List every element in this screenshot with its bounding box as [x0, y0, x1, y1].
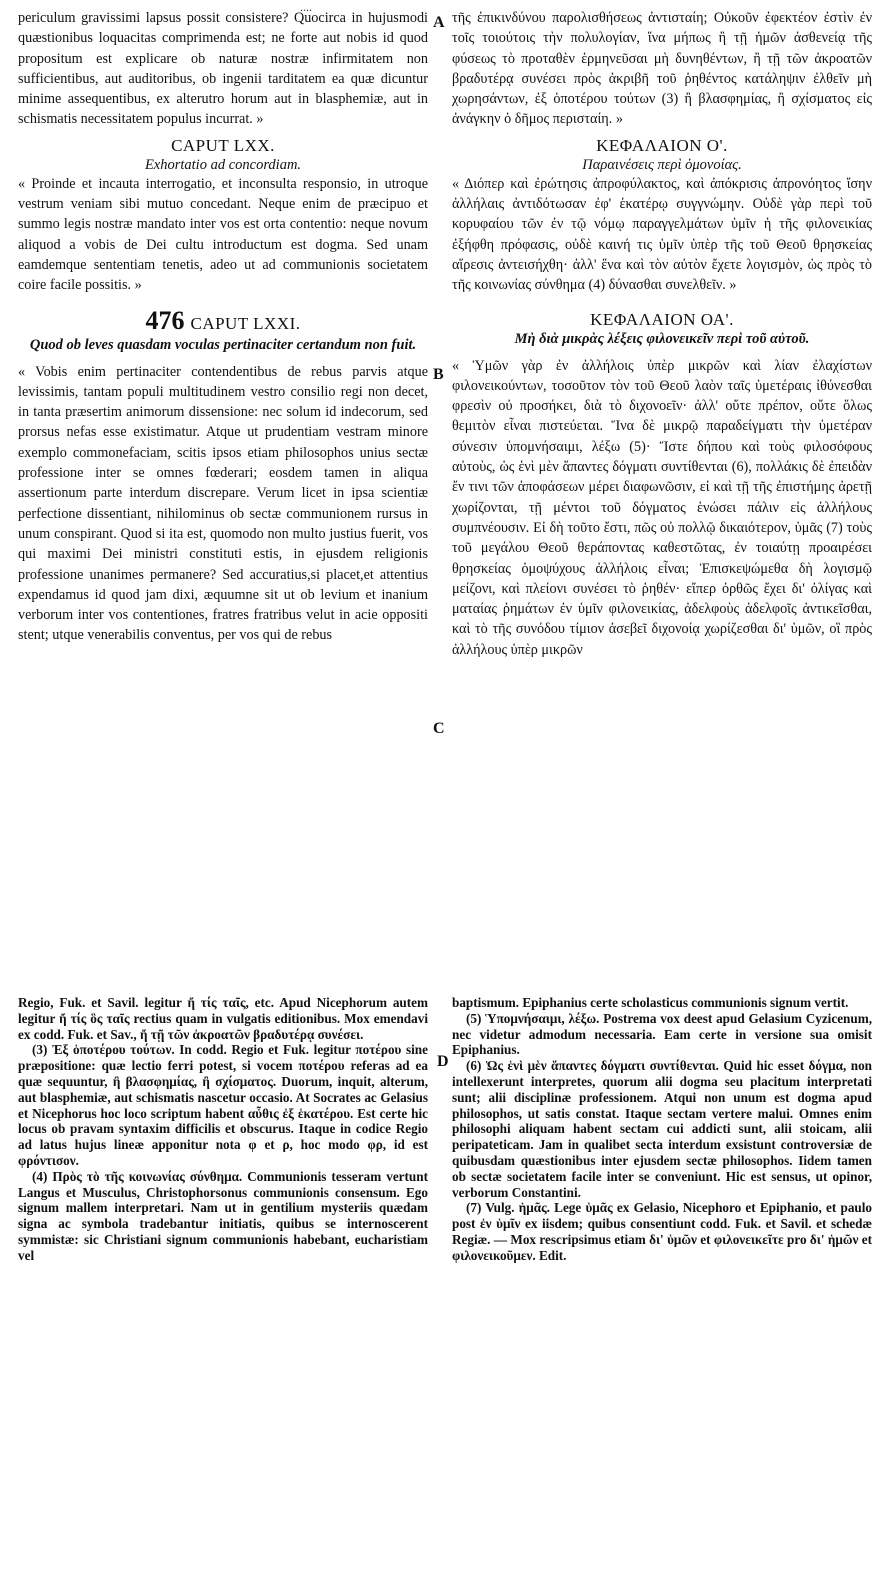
chapter-71-title: CAPUT LXXI. [190, 313, 301, 333]
margin-marker-d: D [437, 1053, 449, 1070]
footnote: Regio, Fuk. et Savil. legitur ἤ τίς ταῖς, etc. Apud Nicephorum autem legitur ἤ τίς ὃς ταῖς rectius quam in vulgatis editionibus. Mox emendavi ex codd. Fuk. et Sav., ἤ τῇ τῶν ἀκροατῶν βραδυτέρᾳ συνέσει. [18, 995, 428, 1042]
margin-marker-a: A [433, 14, 445, 31]
chapter-71-subtitle: Quod ob leves quasdam voculas pertinaciter certandum non fuit. [29, 336, 417, 353]
footnotes-right [452, 995, 872, 1264]
footnote: baptismum. Epiphanius certe scholasticus communionis signum vertit. [452, 995, 849, 1010]
footnote: (4) Πρὸς τὸ τῆς κοινωνίας σύνθημα. Communionis tesseram vertunt Langus et Musculus, Christophorsonus communionis consensum. Ego signum mallem interpretari. Nam ut in gentilium mysteriis quædam signa ac symbola tradebantur initiatis, quibus se internoscerent symmistæ: sic Christiani signum communionis habebant, eucharistiam vel [18, 1168, 428, 1263]
footnote: (7) Vulg. ἡμᾶς. Lege ὑμᾶς ex Gelasio, Nicephoro et Epiphanio, et paulo post ἐν ὑμῖν ex iisdem; quibus consentiunt codd. Fuk. et Savil. et schedæ Regiæ. — Mox rescripsimus etiam δι' ὑμῶν et φιλονεικεῖτε pro δι' ἡμῶν et φιλονεικοῦμεν. Edit. [452, 1200, 872, 1263]
kefalaion-71-title: ΚΕΦΑΛΑΙΟΝ ΟΑ'. [590, 309, 734, 329]
latin-paragraph-intro: periculum gravissimi lapsus possit consistere? Quocirca in hujusmodi quæstionibus loquacitas comprimenda est; ne forte aut nobis id quod propositum est explicare ob naturæ nostræ infirmitatem non sufficientibus, aut auditoribus, ob ingenii tarditatem ea quæ dicuntur minime assequentibus, ex alterutro horum aut in blasphemiæ, aut in schismatis necessitatem populus incurrat. » [18, 10, 428, 128]
kefalaion-70-title: ΚΕΦΑΛΑΙΟΝ Ο'. [596, 135, 728, 155]
margin-marker-b: B [433, 366, 444, 383]
footnote: (5) Ὑπομνήσαιμι, λέξω. Postrema vox deest apud Gelasium Cyzicenum, nec videtur admodum necessaria. Eam certe in versione sua omisit Epiphanius. [452, 1010, 872, 1058]
chapter-70-title: CAPUT LXX. [171, 135, 275, 155]
chapter-70-text: « Proinde et incauta interrogatio, et inconsulta responsio, in utroque vestrum veniam sibi mutuo concedant. Neque enim de præcipuo et summo legis nostræ mandato inter vos est orta contentio: neque novum aliquod a vobis de Dei cultu introductum est dogma. Sed unam eamdemque sententiam tenetis, adeo ut ad communionis societatem coire facile possitis. » [18, 175, 428, 294]
chapter-71-heading [18, 306, 428, 336]
footnote: (3) Ἐξ ὁποτέρου τούτων. In codd. Regio et Fuk. legitur ποτέρου sine præpositione: quæ lectio ferri potest, si vocem ποτέρου referas ad ea quæ sequuntur, ἢ βλασφημίας, ἢ σχίσματος. Duorum, inquit, alterum, aut blasphemiæ, aut schismatis nascetur occasio. At Socrates ac Gelasius et Nicephorus hoc loco scriptum habent αὖθις ἐξ ἑκατέρου. Est certe hic locus ob pravam syntaxim difficilis et obscurus. Itaque in codice Regio ad latus hujus lineæ apponitur nota φ et ρ, hoc modo φρ, id est φρόντισον. [18, 1042, 428, 1168]
latin-column [18, 8, 428, 646]
footnotes-left [18, 995, 428, 1264]
greek-paragraph-intro: τῆς ἐπικινδύνου παρολισθήσεως ἀντισταίη; Οὐκοῦν ἐφεκτέον ἐστὶν ἐν τοῖς τοιούτοις τὴν πολυλογίαν, ἵνα μήπως ἢ τῇ ἡμῶν ἀσθενείᾳ τῆς φύσεως τὸ προταθὲν ἑρμηνεῦσαι μὴ δυνηθέντων, ἢ τῇ τῶν ἀκροατῶν βραδυτέρᾳ συνέσει πρὸς ἀκριβῆ τοῦ ῥηθέντος κατάληψιν ἐλθεῖν μὴ χωρησάντων, ἐξ ὁποτέρου τούτων (3) ἢ βλασφημίας, ἢ σχίσματος εἰς ἀνάγκην ὁ δῆμος περισταίη. » [452, 10, 872, 128]
chapter-71-text: « Vobis enim pertinaciter contendentibus de rebus parvis atque levissimis, tantam populi multitudinem vestro consilio regi non decet, in tanta præsertim animorum dissensione: nec solum id indecorum, sed prorsus nefas esse existimatur. Atque ut prudentiam vestram minore exemplo commonefaciam, scitis ipsos etiam philosophos unius sectæ professione inter se omnes fœderari; eosdem tamen in aliqua assertionum parte interdum discrepare. Verum licet in ipsa scientiæ perfectione dissentiant, nihilominus ob sectæ communionem rursus in unum conspirant. Quod si ita est, quomodo non multo justius fuerit, vos qui maximi Dei ministri constituti estis, in ejusdem religionis professione unanimes permanere? Sed accuratius,si placet,et attentius expendamus id quod jam dixi, æquumne sit ut ob levium et inanium verborum inter vos contentiones, fratres fratribus velut in acie oppositi stent; utque venerabilis conventus, per vos qui de rebus [18, 363, 428, 644]
greek-column [452, 8, 872, 660]
top-cropped-header: .... [300, 0, 312, 14]
kefalaion-71-subtitle: Μὴ διὰ μικρὰς λέξεις φιλονεικεῖν περὶ τοῦ αὐτοῦ. [514, 330, 810, 347]
footnote: (6) Ὡς ἑνὶ μὲν ἅπαντες δόγματι συντίθενται. Quid hic esset δόγμα, non intellexerunt interpretes, quorum alii dogma seu placitum interpretati sunt; alii disciplinæ professionem. Atqui non unum est dogma apud philosophos, ut satis constat. Itaque sectam vertere malui. Omnes enim philosophi aliquam habent sectam cui addicti sunt, alii stoicam, alii peripateticam. Jam in qualibet secta interdum exsistunt controversiæ de quibusdam quæstionibus inter ejusdem sectæ philosophos. Iidem tamen ob sectæ societatem facile inter se conveniunt. Hic est sensus, ut opinor, verborum Constantini. [452, 1058, 872, 1200]
kefalaion-71-text: « Ὑμῶν γὰρ ἐν ἀλλήλοις ὑπὲρ μικρῶν καὶ λίαν ἐλαχίστων φιλονεικούντων, τοσοῦτον τὸν τοῦ Θεοῦ λαὸν ταῖς ὑμετέραις ἰθύνεσθαι φρεσὶν οὐ προσήκει, διὰ τὸ διχονοεῖν· ἀλλ' οὔτε πρέπον, οὔτε ὅλως θεμιτὸν εἶναι πιστεύεται. Ἵνα δὲ μικρῷ παραδείγματι τὴν ὑμετέραν σύνεσιν ὑπομνήσαιμι, λέξω (5)· Ἴστε δήπου καὶ τοὺς φιλοσόφους αὐτοὺς, ὡς ἑνὶ μὲν ἅπαντες δόγματι συντίθενται (6), πολλάκις δὲ ἐπειδὰν ἔν τινι τῶν ἀποφάσεων μέρει διαφωνῶσιν, εἰ καὶ τῇ τῆς ἐπιστήμης ἀρετῇ χωρίζονται, τῇ μέντοι τοῦ δόγματος ἑνώσει πάλιν εἰς ἀλλήλους συμπνέουσιν. Εἰ δὴ τοῦτο ἔστι, πῶς οὐ πολλῷ δικαιότερον, ὑμᾶς (7) τοὺς τοῦ μεγάλου Θεοῦ θεράποντας καθεστῶτας, ἐν τοιαύτῃ προαιρέσει θρησκείας ὁμοψύχους ἀλλήλοις εἶναι; Ἐπισκεψώμεθα δὴ λογισμῷ μείζονι, καὶ πλείονι συνέσει τὸ ῥηθέν· εἴπερ ὀρθῶς ἔχει δι' ὀλίγας καὶ ματαίας ῥημάτων ἐν ὑμῖν φιλονεικίας, ἀδελφοὺς ἀδελφοῖς ἀντικεῖσθαι, καὶ τὸ τῆς συνόδου τίμιον ἀσεβεῖ διχονοίᾳ χωρίζεσθαι δι' ὑμῶν, οἳ πρὸς ἀλλήλους ὑπὲρ μικρῶν [452, 357, 872, 658]
chapter-70-subtitle: Exhortatio ad concordiam. [144, 156, 302, 173]
margin-marker-c: C [433, 720, 445, 737]
kefalaion-70-text: « Διόπερ καὶ ἐρώτησις ἀπροφύλακτος, καὶ ἀπόκρισις ἀπρονόητος ἴσην ἀλλήλαις ἀντιδότωσαν ἐφ' ἑκατέρῳ συγγνώμην. Οὐδὲ γὰρ περὶ τοῦ κορυφαίου τῶν ἐν τῷ νόμῳ παραγγελμάτων ὑμῖν ἡ τῆς φιλονεικίας ἐξήφθη πρόφασις, οὐδὲ καινή τις ὑμῖν ὑπὲρ τῆς τοῦ Θεοῦ θρησκείας αἵρεσις ἀντεισήχθη· ἀλλ' ἕνα καὶ τὸν αὐτὸν ἔχετε λογισμὸν, ὡς πρὸς τὸ τῆς κοινωνίας σύνθημα (4) δύνασθαι συνελθεῖν. » [452, 175, 872, 294]
kefalaion-70-subtitle: Παραινέσεις περὶ ὁμονοίας. [582, 156, 742, 173]
column-number: 476 [145, 305, 185, 335]
